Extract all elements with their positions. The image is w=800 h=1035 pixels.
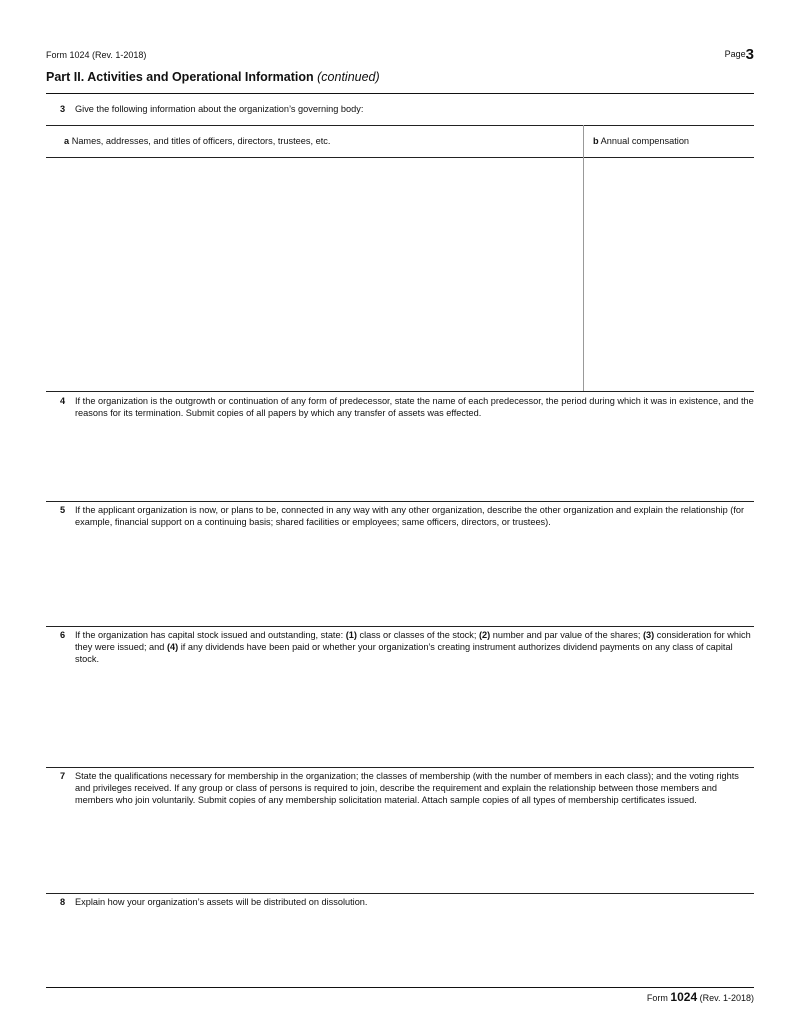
column-a-label: Names, addresses, and titles of officers, directors, trustees, etc. [71, 136, 331, 146]
footer-form-number: 1024 [670, 990, 698, 1004]
column-a-letter: a [64, 136, 70, 146]
item-4-text: If the organization is the outgrowth or continuation of any form of predecessor, state the name of each predecessor, the period during which it was in existence, and the reasons for its termination. Submit copies of all papers by which any transfer of assets was effected. [75, 396, 754, 418]
footer-form-word: Form [646, 993, 668, 1003]
column-a-header [64, 136, 330, 146]
item-6-text-part: consideration for which they were issued; and [75, 630, 751, 652]
item-6-text-part: class or classes of the stock; [356, 630, 479, 640]
item-6-text-part: If the organization has capital stock issued and outstanding, state: [75, 630, 346, 640]
item-4-rule [46, 391, 754, 392]
item-5-answer-area[interactable] [46, 532, 754, 624]
footer-rev: (Rev. 1-2018) [699, 993, 754, 1003]
form-revision: Form 1024 (Rev. 1-2018) [46, 50, 147, 60]
page-number: 3 [745, 46, 754, 63]
part-title [46, 70, 380, 84]
column-b-letter: b [593, 136, 599, 146]
item-5-number: 5 [60, 505, 66, 515]
column-b-header [593, 136, 689, 146]
part-title-text: Part II. Activities and Operational Information [46, 70, 314, 84]
names-answer-area[interactable] [46, 158, 582, 390]
item-8-number: 8 [60, 897, 66, 907]
item-7-number: 7 [60, 771, 66, 781]
item-6-text-part: if any dividends have been paid or whether your organization’s creating instrument authorizes dividend payments on any class of capital stock. [75, 642, 733, 664]
item-5-text: If the applicant organization is now, or plans to be, connected in any way with any other organization, describe the other organization and explain the relationship (for example, financial support on a continuing basis; shared facilities or employees; same officers, directors, or trustees). [75, 505, 745, 527]
footer-rule [46, 987, 754, 988]
item-4-number: 4 [60, 396, 66, 406]
compensation-answer-area[interactable] [585, 158, 754, 390]
page-label: Page [724, 49, 746, 59]
item-6-enum-2: (2) [478, 630, 491, 640]
item-6-rule [46, 626, 754, 627]
item-4-answer-area[interactable] [46, 422, 754, 500]
footer-form-id [647, 990, 754, 1004]
item-8-text: Explain how your organization’s assets will be distributed on dissolution. [75, 897, 368, 907]
part-continued: (continued) [317, 70, 380, 84]
column-b-label: Annual compensation [600, 136, 690, 146]
item-5-rule [46, 501, 754, 502]
item-6-text [75, 629, 754, 665]
item-6-number: 6 [60, 630, 66, 640]
item-7-text: State the qualifications necessary for membership in the organization; the classes of membership (with the number of members in each class); and the voting rights and privileges received. If any group or class of persons is required to join, describe the requirement and explain the relationship between those members and members who join voluntarily. Submit copies of any membership solicitation material. Attach sample copies of all types of membership certificates issued. [75, 771, 739, 805]
item-6-answer-area[interactable] [46, 668, 754, 764]
page-indicator [725, 46, 754, 63]
item-8-rule [46, 893, 754, 894]
item-6-text-part: number and par value of the shares; [490, 630, 643, 640]
table-column-divider [583, 125, 584, 391]
item-8-answer-area[interactable] [46, 912, 754, 984]
item-6-enum-1: (1) [345, 630, 357, 640]
item-7-rule [46, 767, 754, 768]
item-6-enum-3: (3) [642, 630, 655, 640]
item-7-answer-area[interactable] [46, 820, 754, 890]
item-3-text: Give the following information about the organization’s governing body: [75, 104, 364, 114]
item-3-number: 3 [60, 104, 66, 114]
table-top-rule [46, 125, 754, 126]
item-6-enum-4: (4) [166, 642, 179, 652]
part-title-rule [46, 93, 754, 94]
